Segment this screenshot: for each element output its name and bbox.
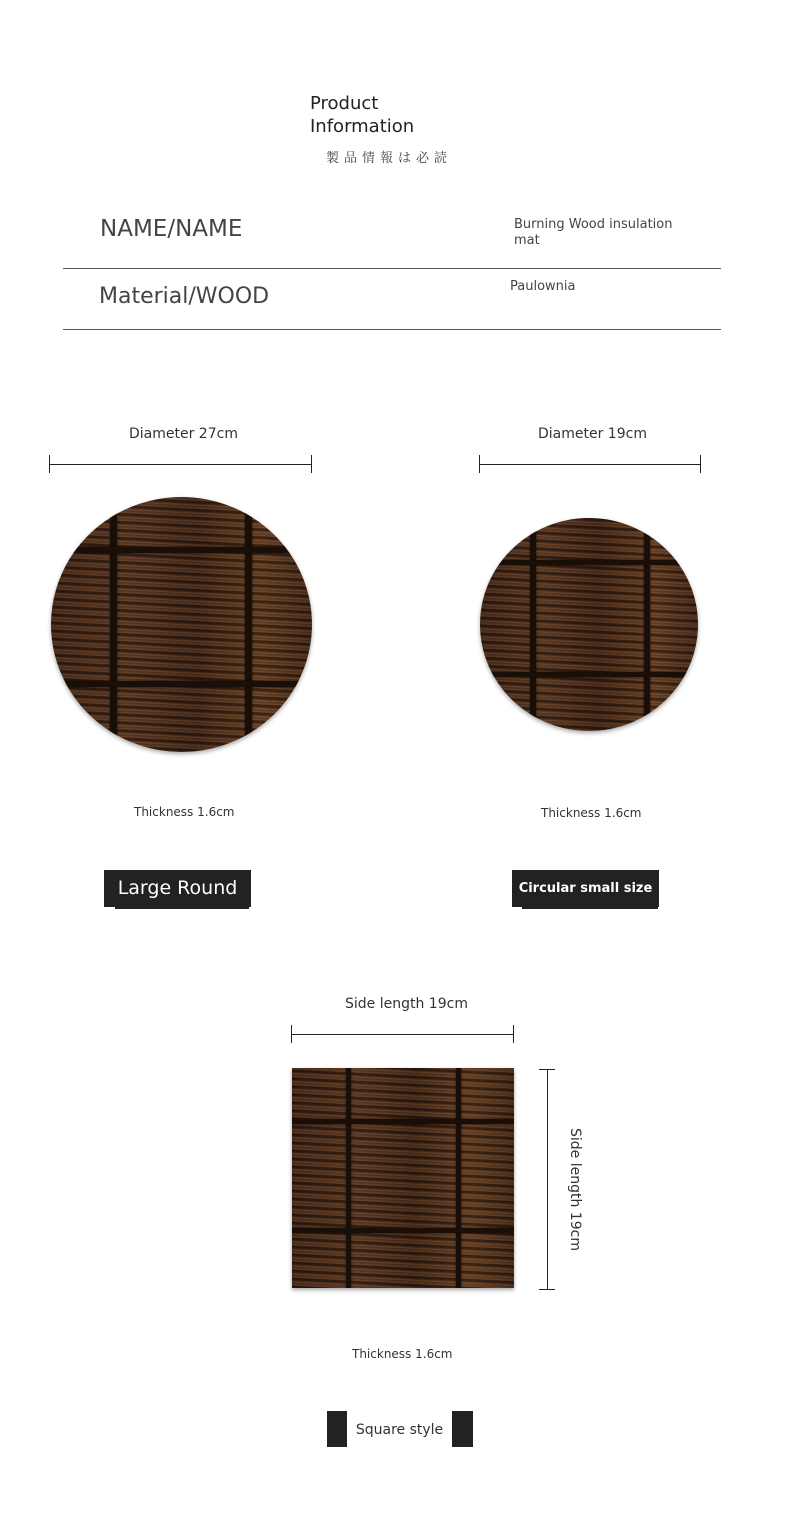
table-divider [63,268,721,269]
small-round-label: Circular small size [512,870,659,907]
dimension-tick [700,455,701,473]
dimension-tick [539,1069,555,1070]
name-value: Burning Wood insulation mat [514,217,673,248]
large-round-mat-image [51,497,312,752]
large-dimension-line [49,464,312,465]
square-side-length-label: Side length 19cm [567,1128,583,1251]
page-title: Product Information [310,93,415,137]
square-mat-image [292,1068,514,1288]
dimension-tick [513,1025,514,1043]
square-top-dimension-line [291,1034,514,1035]
material-value: Paulownia [510,279,576,294]
dimension-tick [311,455,312,473]
large-diameter-label: Diameter 27cm [129,426,238,442]
square-top-side-label: Side length 19cm [345,996,468,1012]
name-label: NAME/NAME [100,216,243,242]
square-style-label: Square style [355,1422,444,1438]
small-dimension-line [479,464,701,465]
page-subtitle: 製品情報は必読 [326,151,453,166]
small-round-mat-image [480,518,698,731]
large-round-label: Large Round [104,870,251,907]
dimension-tick [539,1289,555,1290]
table-divider [63,329,721,330]
large-thickness-label: Thickness 1.6cm [134,805,235,819]
dimension-tick [49,455,50,473]
small-diameter-label: Diameter 19cm [538,426,647,442]
dimension-tick [291,1025,292,1043]
square-side-dimension-line [547,1069,548,1290]
label-bracket-right [452,1411,473,1447]
dimension-tick [479,455,480,473]
square-thickness-label: Thickness 1.6cm [352,1347,453,1361]
small-thickness-label: Thickness 1.6cm [541,806,642,820]
label-bracket-left [327,1411,347,1447]
material-label: Material/WOOD [99,284,270,309]
